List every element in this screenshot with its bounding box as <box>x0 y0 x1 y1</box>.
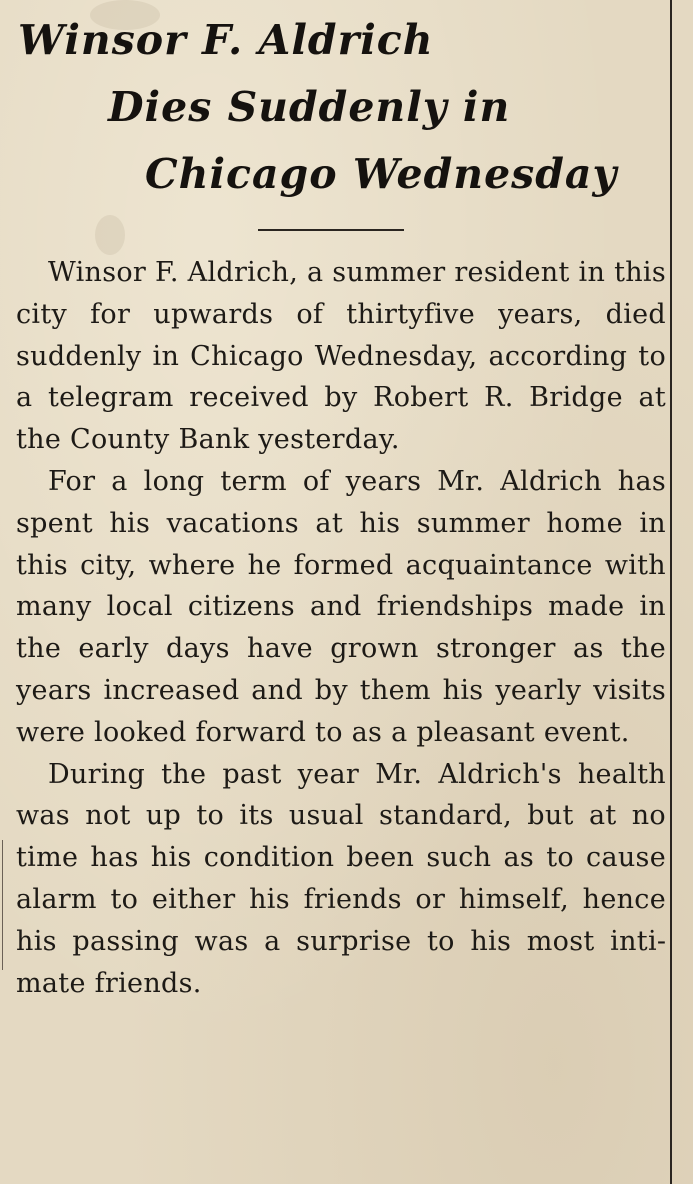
article-body <box>16 252 666 1004</box>
paper-stain <box>95 215 125 255</box>
headline-line-3: Chicago Wednesday <box>145 150 618 198</box>
article-paragraph-2: For a long term of years Mr. Aldrich has spent his vacations at his summer home in this city, where he formed acquaintance with many local citizens and friendships made in the early days have grown stronger as the years increased and by them his yearly visits were looked forward to as a pleasant event. <box>16 465 666 748</box>
column-edge-rule-left <box>2 840 3 970</box>
headline-line-2: Dies Suddenly in <box>108 83 511 131</box>
headline-line-1: Winsor F. Aldrich <box>18 16 434 64</box>
headline-separator-rule <box>258 229 404 231</box>
column-rule-right <box>670 0 672 1184</box>
article-paragraph-1: Winsor F. Aldrich, a summer resident in this city for upwards of thirtyfive years, died suddenly in Chicago Wednesday, according to a telegram received by Robert R. Bridge at the County Bank yesterday. <box>16 257 666 456</box>
article-paragraph-3: During the past year Mr. Aldrich's health was not up to its usual standard, but at no time has his condition been such as to cause alarm to either his friends or himself, hence his passing was a surprise to his most intimate friends. <box>16 758 666 999</box>
